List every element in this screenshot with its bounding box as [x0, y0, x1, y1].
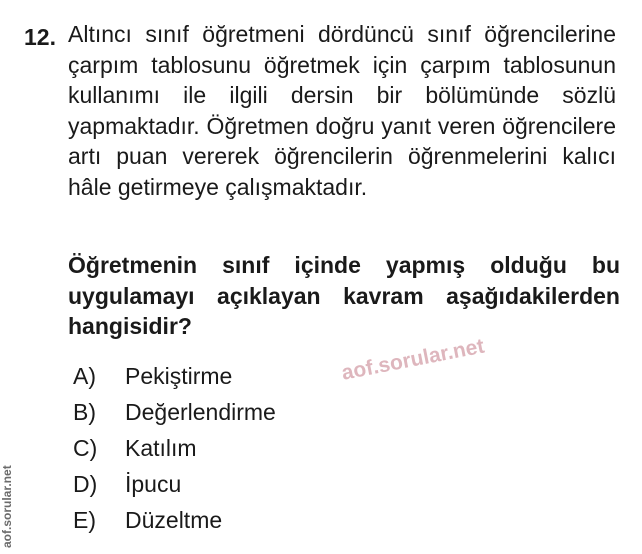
question-prompt: Öğretmenin sınıf içinde yapmış olduğu bu uygulamayı açıklayan kavram aşağıdakilerden hangisidir? [68, 252, 620, 340]
option-letter: C) [73, 434, 98, 461]
option-text: Değerlendirme [125, 398, 276, 425]
option-e[interactable] [73, 502, 276, 538]
option-letter: B) [73, 398, 96, 425]
option-a[interactable] [73, 358, 276, 394]
option-text: Pekiştirme [125, 362, 233, 389]
option-letter: D) [73, 470, 98, 497]
question-number: 12. [24, 24, 56, 50]
option-text: Katılım [125, 434, 197, 461]
option-letter: E) [73, 506, 96, 533]
option-text: İpucu [125, 470, 182, 497]
watermark: aof.sorular.net [339, 334, 487, 385]
side-watermark: aof.sorular.net [0, 465, 14, 548]
option-letter: A) [73, 362, 96, 389]
answer-options [73, 358, 276, 538]
option-b[interactable] [73, 394, 276, 430]
option-c[interactable] [73, 430, 276, 466]
question-stem: Altıncı sınıf öğretmeni dördüncü sınıf öğrencilerine çarpım tablosunu öğretmek için çarpım tablosunun kullanımı ile ilgili dersin bir bölümünde sözlü yapmaktadır. Öğretmen doğru yanıt veren öğrencilere artı puan vererek öğrencilerin öğrenmelerini kalıcı hâle getirmeye çalışmaktadır. [68, 21, 616, 200]
option-d[interactable] [73, 466, 276, 502]
option-text: Düzeltme [125, 506, 223, 533]
